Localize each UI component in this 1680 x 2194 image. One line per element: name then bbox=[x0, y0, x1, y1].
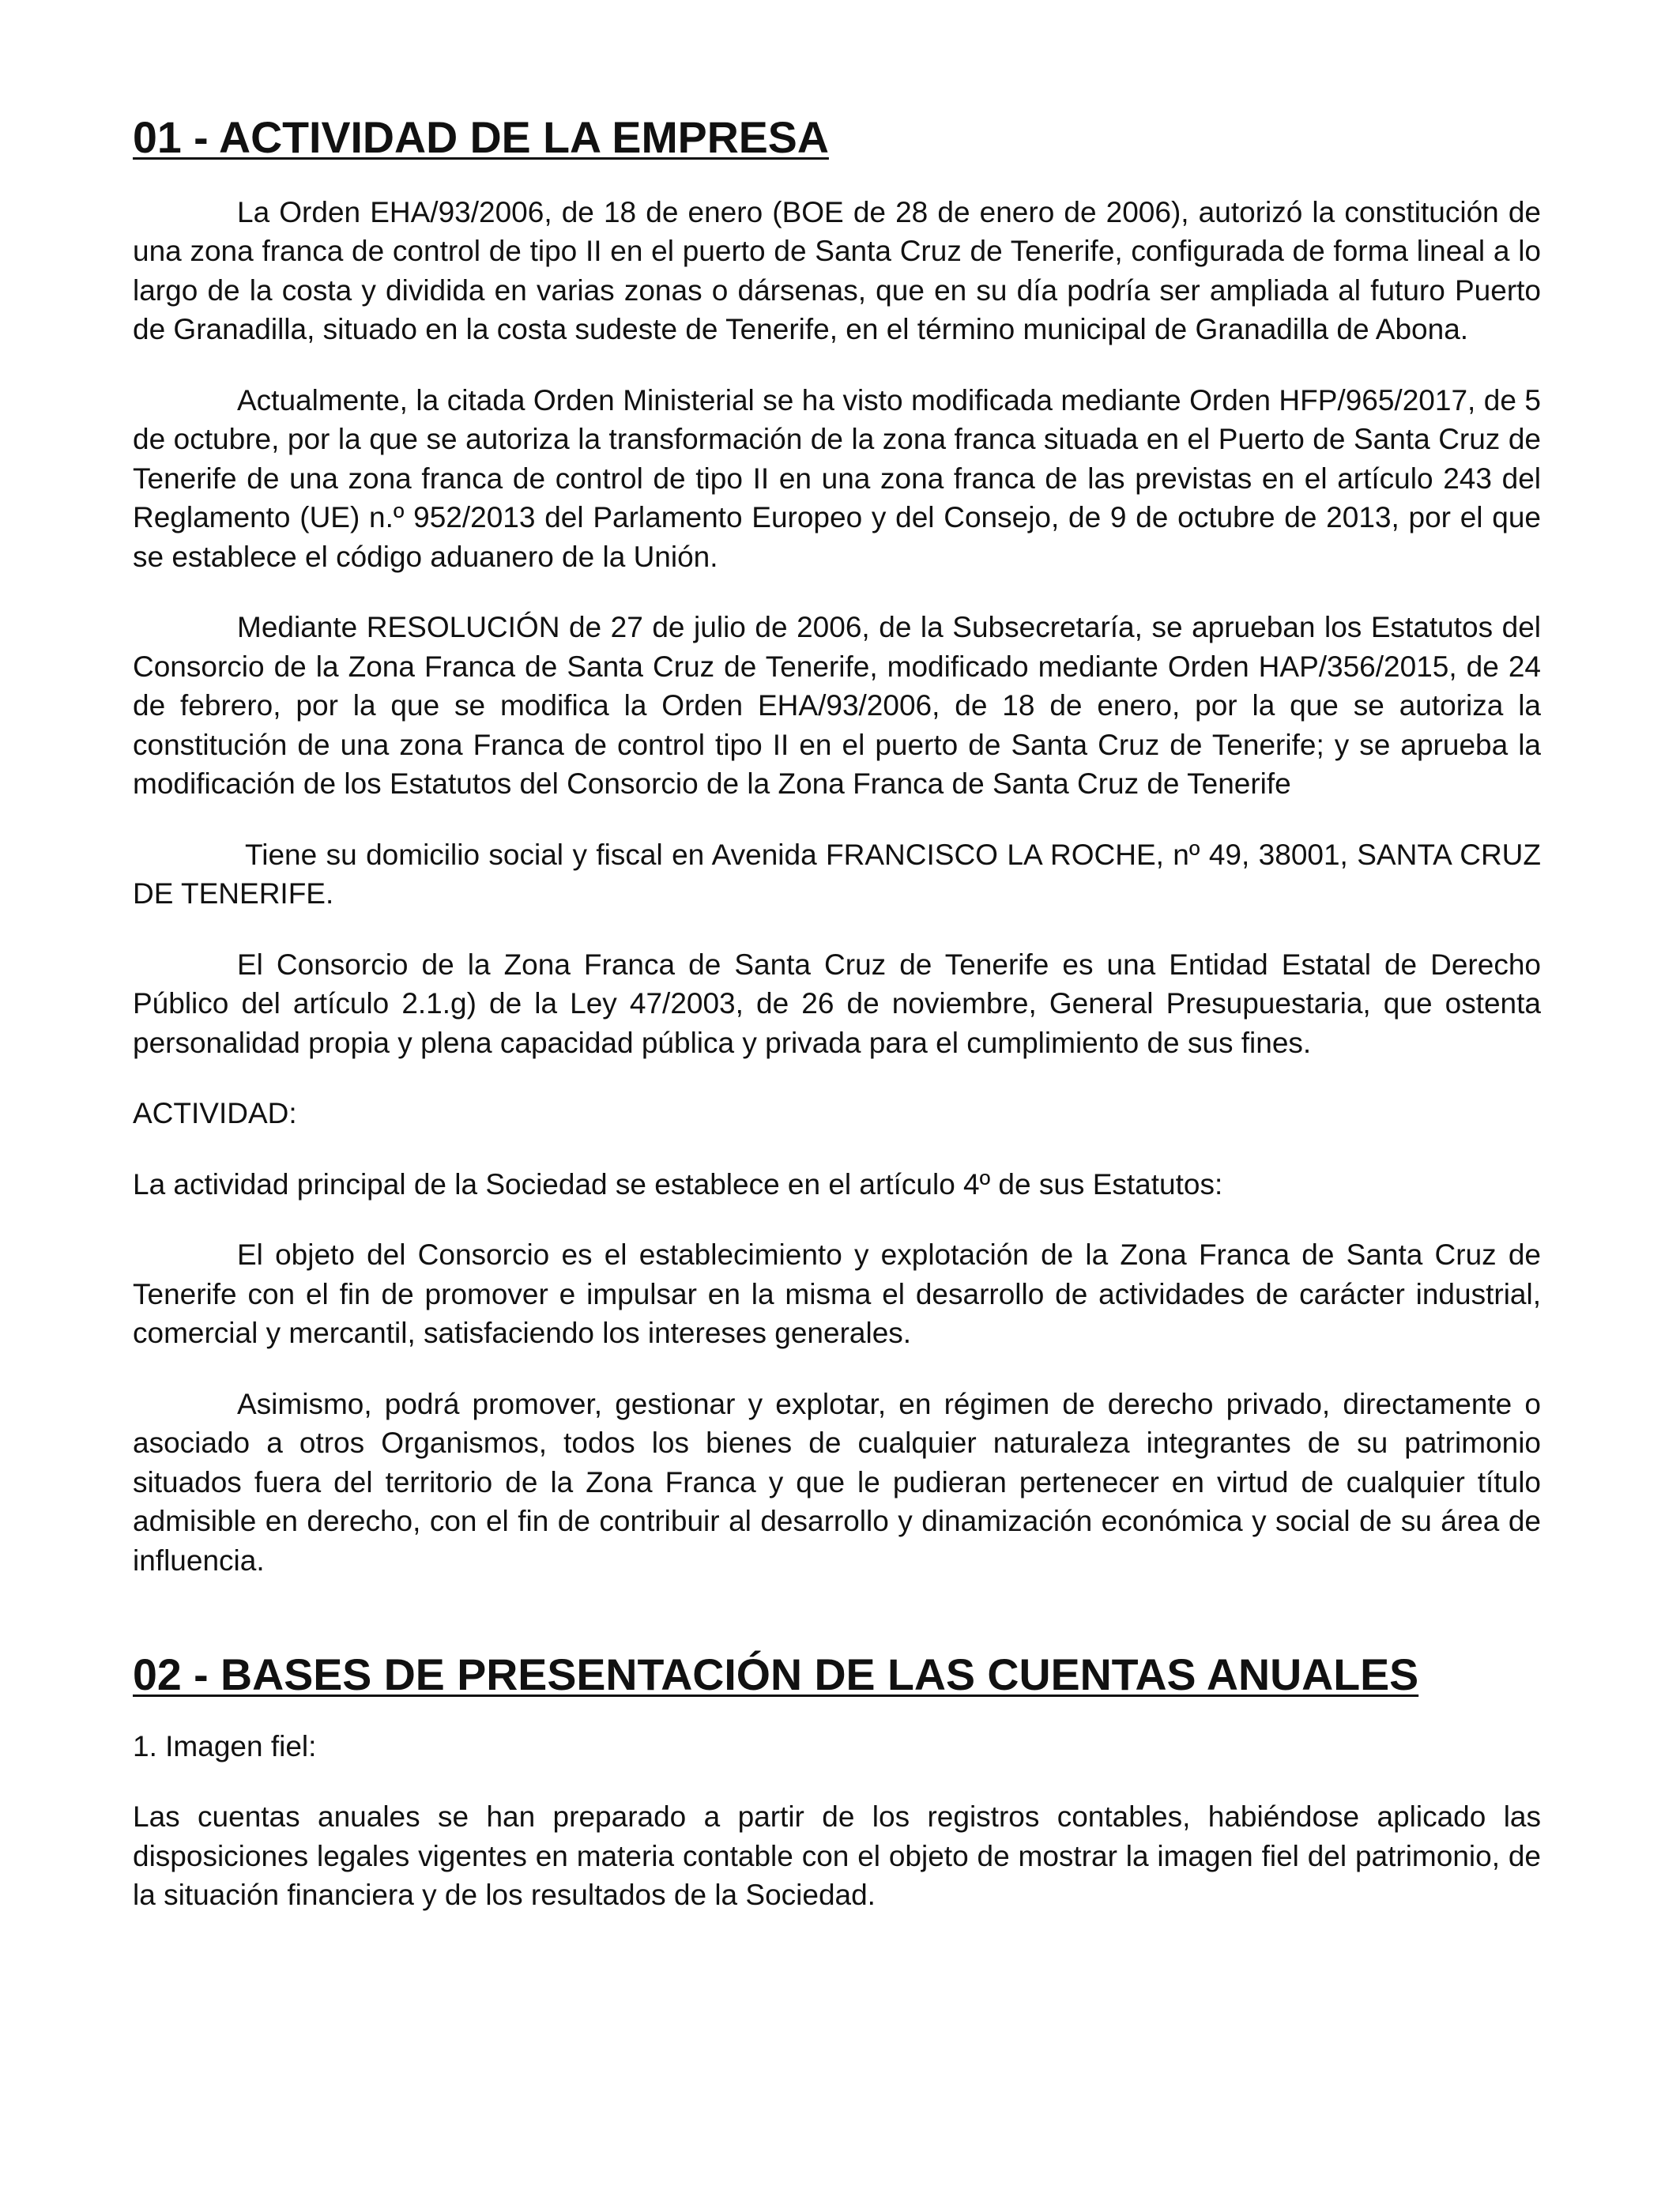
paragraph-domicilio: Tiene su domicilio social y fiscal en Avenida FRANCISCO LA ROCHE, nº 49, 38001, SANTA CRUZ DE TENERIFE. bbox=[133, 838, 1541, 910]
section-2-heading: 02 - BASES DE PRESENTACIÓN DE LAS CUENTAS ANUALES bbox=[133, 1650, 1419, 1699]
paragraph-orden-hfp: Actualmente, la citada Orden Ministerial se ha visto modificada mediante Orden HFP/965/2017, de 5 de octubre, por la que se autoriza la transformación de la zona franca situada en el Puerto de Santa Cruz de Tenerife de una zona franca de control de tipo II en una zona franca de las previstas en el artículo 243 del Reglamento (UE) n.º 952/2013 del Parlamento Europeo y del Consejo, de 9 de octubre de 2013, por el que se establece el código aduanero de la Unión. bbox=[133, 383, 1541, 573]
paragraph-asimismo: Asimismo, podrá promover, gestionar y explotar, en régimen de derecho privado, directamente o asociado a otros Organismos, todos los bienes de cualquier naturaleza integrantes de su patrimonio situados fuera del territorio de la Zona Franca y que le pudieran pertenecer en virtud de cualquier título admisible en derecho, con el fin de contribuir al desarrollo y dinamización económica y social de su área de influencia. bbox=[133, 1387, 1541, 1577]
imagen-fiel-subheading: 1. Imagen fiel: bbox=[133, 1729, 317, 1762]
paragraph-imagen-fiel: Las cuentas anuales se han preparado a partir de los registros contables, habiéndose aplicado las disposiciones legales vigentes en materia contable con el objeto de mostrar la imagen fiel del patrimonio, de la situación financiera y de los resultados de la Sociedad. bbox=[133, 1800, 1541, 1911]
paragraph-resolucion: Mediante RESOLUCIÓN de 27 de julio de 2006, de la Subsecretaría, se aprueban los Estatutos del Consorcio de la Zona Franca de Santa Cruz de Tenerife, modificado mediante Orden HAP/356/2015, de 24 de febrero, por la que se modifica la Orden EHA/93/2006, de 18 de enero, por la que se autoriza la constitución de una zona Franca de control tipo II en el puerto de Santa Cruz de Tenerife; y se aprueba la modificación de los Estatutos del Consorcio de la Zona Franca de Santa Cruz de Tenerife bbox=[133, 611, 1541, 800]
paragraph-objeto: El objeto del Consorcio es el establecimiento y explotación de la Zona Franca de Santa Cruz de Tenerife con el fin de promover e impulsar en la misma el desarrollo de actividades de carácter industrial, comercial y mercantil, satisfaciendo los intereses generales. bbox=[133, 1238, 1541, 1349]
section-1-heading: 01 - ACTIVIDAD DE LA EMPRESA bbox=[133, 113, 829, 162]
document-page bbox=[133, 113, 1541, 1915]
actividad-intro: La actividad principal de la Sociedad se establece en el artículo 4º de sus Estatutos: bbox=[133, 1167, 1223, 1201]
paragraph-orden-eha: La Orden EHA/93/2006, de 18 de enero (BOE de 28 de enero de 2006), autorizó la constitución de una zona franca de control de tipo II en el puerto de Santa Cruz de Tenerife, configurada de forma lineal a lo largo de la costa y dividida en varias zonas o dársenas, que en su día podría ser ampliada al futuro Puerto de Granadilla, situado en la costa sudeste de Tenerife, en el término municipal de Granadilla de Abona. bbox=[133, 195, 1541, 345]
actividad-label: ACTIVIDAD: bbox=[133, 1097, 297, 1129]
paragraph-entidad: El Consorcio de la Zona Franca de Santa Cruz de Tenerife es una Entidad Estatal de Derecho Público del artículo 2.1.g) de la Ley 47/2003, de 26 de noviembre, General Presupuestaria, que ostenta personalidad propia y plena capacidad pública y privada para el cumplimiento de sus fines. bbox=[133, 948, 1541, 1059]
